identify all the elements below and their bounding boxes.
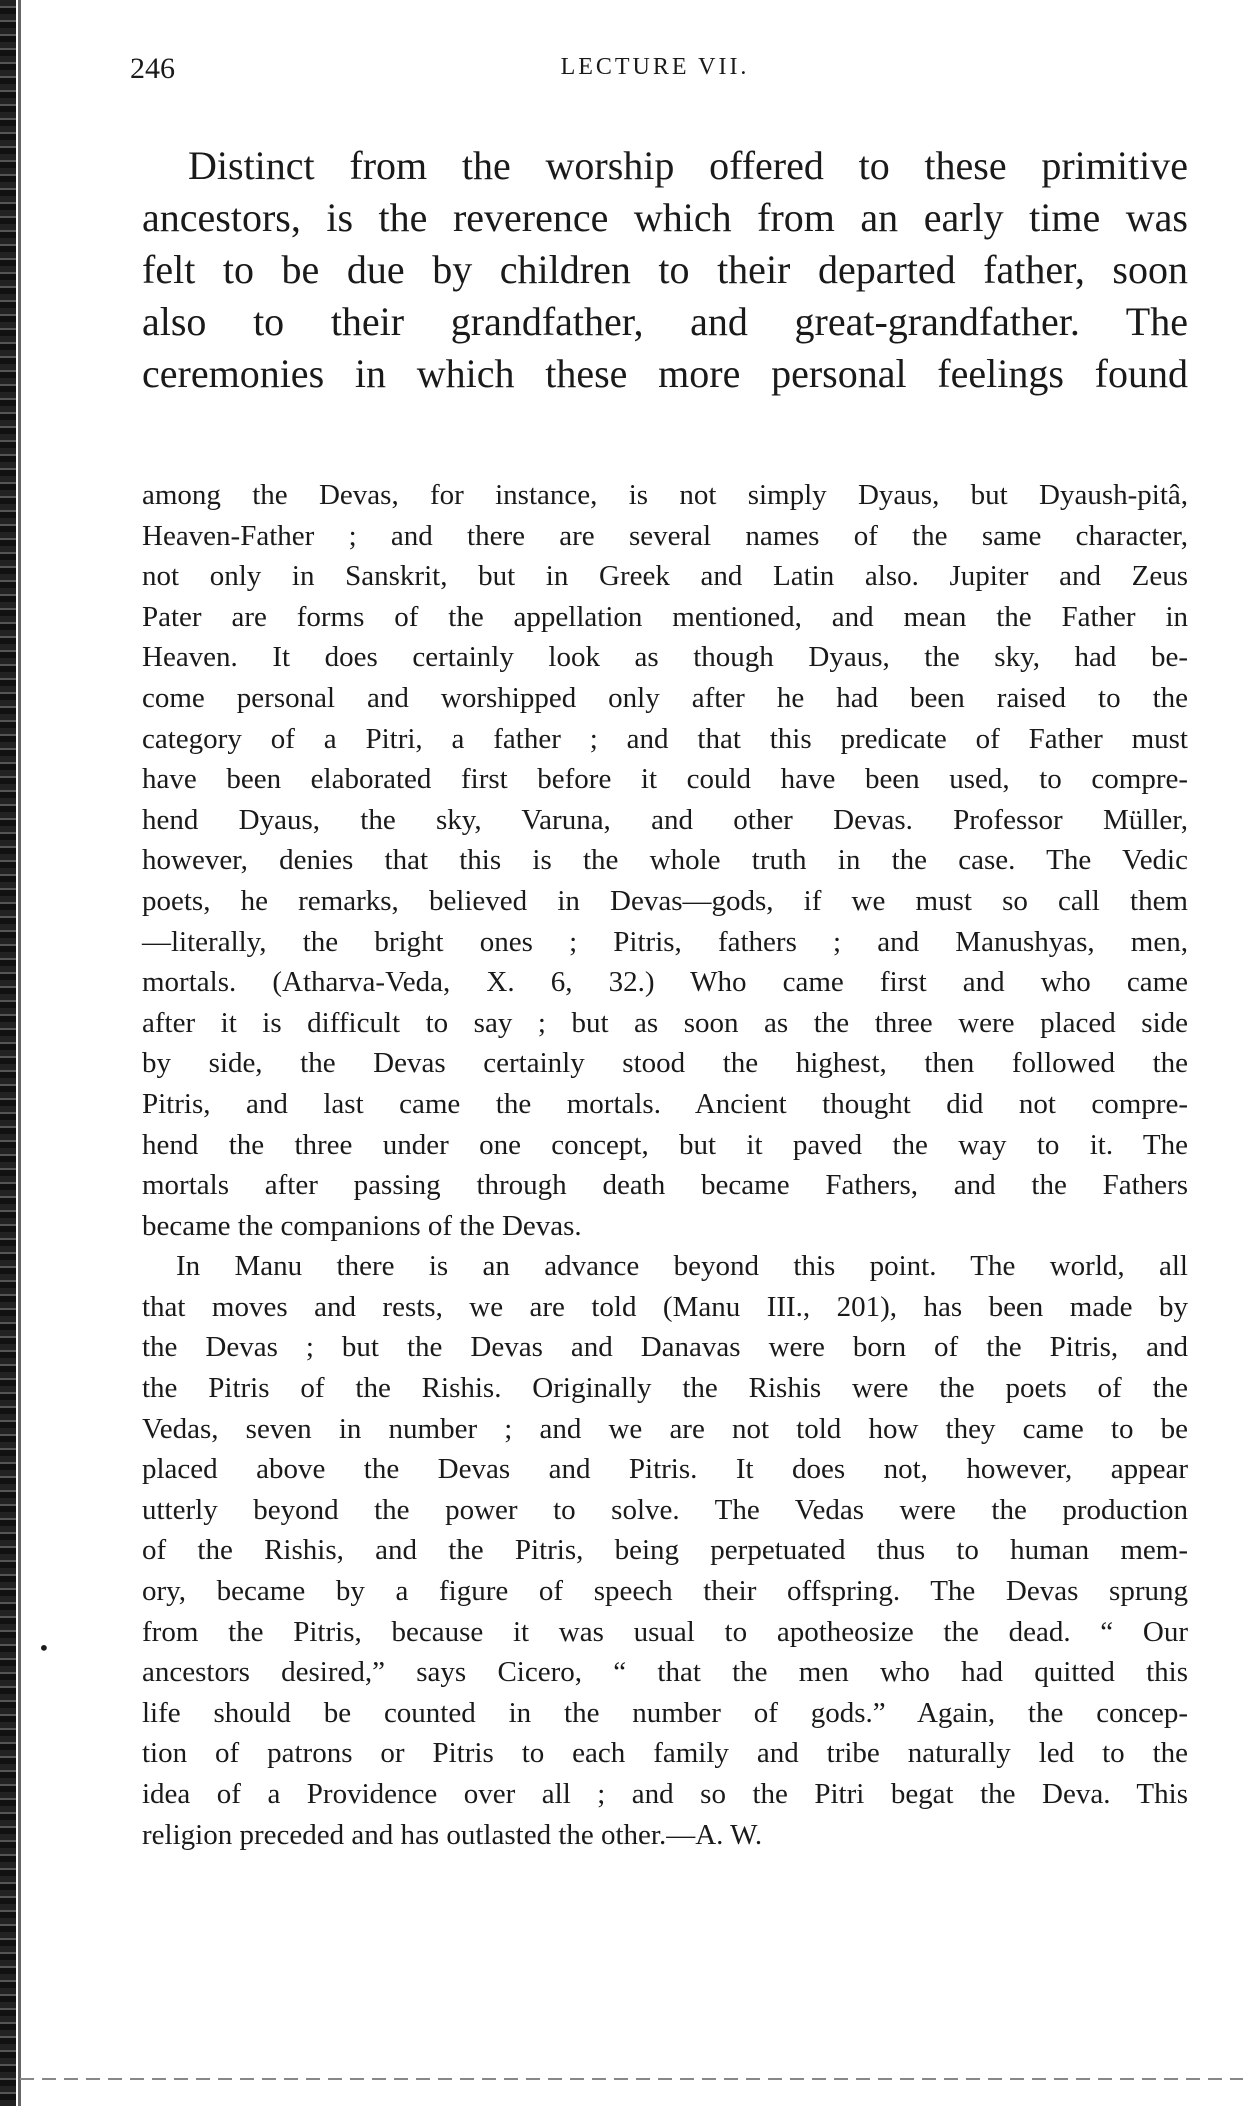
footnote-line: hend Dyaus, the sky, Varuna, and other Devas. Professor Müller,: [142, 803, 1188, 836]
footnote-line: tion of patrons or Pitris to each family and tribe naturally led to the: [142, 1737, 1188, 1770]
main-paragraph: [142, 140, 1188, 400]
page-header: [130, 52, 1180, 96]
binding-edge-line: [18, 0, 21, 2106]
binding-edge: [0, 0, 16, 2106]
footnote-line: In Manu there is an advance beyond this point. The world, all: [176, 1250, 1188, 1283]
footnote-line: idea of a Providence over all ; and so the Pitri begat the Deva. This: [142, 1778, 1188, 1810]
footnote-line: from the Pitris, because it was usual to apotheosize the dead. “ Our: [142, 1615, 1188, 1648]
footnote-line: mortals. (Atharva-Veda, X. 6, 32.) Who came first and who came: [142, 966, 1188, 999]
main-line: ceremonies in which these more personal feelings found: [142, 351, 1188, 396]
main-line: also to their grandfather, and great-grandfather. The: [142, 299, 1188, 344]
footnote-line: that moves and rests, we are told (Manu III., 201), has been made by: [142, 1290, 1188, 1323]
footnote-line: ancestors desired,” says Cicero, “ that the men who had quitted this: [142, 1656, 1188, 1689]
running-title: LECTURE VII.: [560, 54, 750, 80]
footnote-line: the Pitris of the Rishis. Originally the Rishis were the poets of the: [142, 1372, 1188, 1405]
footnote-line: —literally, the bright ones ; Pitris, fathers ; and Manushyas, men,: [142, 925, 1188, 958]
main-line: ancestors, is the reverence which from an early time was: [142, 195, 1188, 240]
footnote-line: placed above the Devas and Pitris. It does not, however, appear: [142, 1453, 1188, 1486]
stray-ink-mark: •: [38, 1636, 50, 1660]
footnote-line: the Devas ; but the Devas and Danavas were born of the Pitris, and: [142, 1331, 1188, 1364]
footnote-line: poets, he remarks, believed in Devas—gods, if we must so call them: [142, 884, 1188, 917]
page-number: 246: [130, 52, 175, 85]
footnote-line: after it is difficult to say ; but as soon as the three were placed side: [142, 1006, 1188, 1039]
footnote-line: ory, became by a figure of speech their offspring. The Devas sprung: [142, 1575, 1188, 1608]
main-line: felt to be due by children to their departed father, soon: [142, 247, 1188, 292]
footnote-line: Vedas, seven in number ; and we are not told how they came to be: [142, 1412, 1188, 1445]
footnote: [142, 475, 1188, 1855]
footnote-line: life should be counted in the number of gods.” Again, the concep-: [142, 1696, 1188, 1729]
footnote-line: Pitris, and last came the mortals. Ancient thought did not compre-: [142, 1087, 1188, 1120]
footnote-line: come personal and worshipped only after he had been raised to the: [142, 681, 1188, 714]
footnote-line: mortals after passing through death became Fathers, and the Fathers: [142, 1169, 1188, 1202]
footnote-line: among the Devas, for instance, is not simply Dyaus, but Dyaush-pitâ,: [142, 479, 1188, 511]
footnote-line: have been elaborated first before it could have been used, to compre-: [142, 763, 1188, 796]
footnote-line: Heaven. It does certainly look as though Dyaus, the sky, had be-: [142, 641, 1188, 674]
footnote-line: religion preceded and has outlasted the other.—A. W.: [142, 1818, 763, 1851]
footnote-line: utterly beyond the power to solve. The Vedas were the production: [142, 1493, 1188, 1526]
footnote-line: however, denies that this is the whole truth in the case. The Vedic: [142, 844, 1188, 877]
footnote-line: category of a Pitri, a father ; and that this predicate of Father must: [142, 722, 1188, 755]
footnote-line: became the companions of the Devas.: [142, 1209, 582, 1242]
footnote-line: by side, the Devas certainly stood the highest, then followed the: [142, 1047, 1188, 1080]
footnote-line: Heaven-Father ; and there are several names of the same character,: [142, 519, 1188, 552]
footnote-line: not only in Sanskrit, but in Greek and Latin also. Jupiter and Zeus: [142, 560, 1188, 593]
footnote-line: of the Rishis, and the Pitris, being perpetuated thus to human mem-: [142, 1534, 1188, 1567]
main-line: Distinct from the worship offered to these primitive: [188, 143, 1188, 188]
footnote-line: Pater are forms of the appellation mentioned, and mean the Father in: [142, 600, 1188, 633]
footnote-line: hend the three under one concept, but it paved the way to it. The: [142, 1128, 1188, 1161]
scan-bottom-edge: [20, 2078, 1243, 2080]
